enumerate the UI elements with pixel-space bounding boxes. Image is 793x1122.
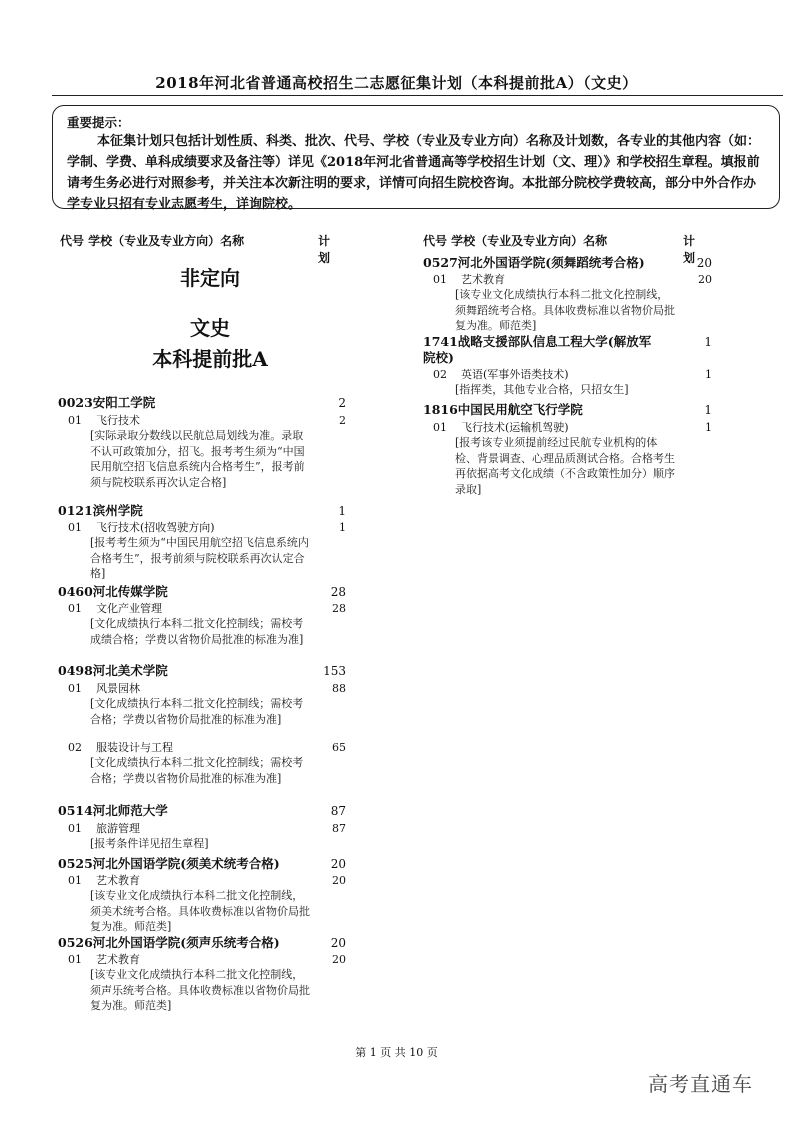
school-plan-count: 2 [338,396,346,410]
watermark: 高考直通车 [648,1072,753,1096]
major-code: 01 [68,414,82,427]
page-title: 2018年河北省普通高校招生二志愿征集计划（本科提前批A）（文史） [155,74,638,92]
major-plan-count: 1 [705,421,712,434]
school-plan-count: 20 [696,256,712,270]
school-plan-count: 87 [330,804,346,818]
major-plan-count: 2 [339,414,346,427]
school-name: 安阳工学院 [92,395,156,410]
column-header-plan: 计划 [683,234,696,265]
school-plan-count: 1 [704,403,712,417]
major-plan-count: 88 [332,682,346,695]
school-plan-count: 153 [323,664,346,678]
major-code: 02 [68,741,82,754]
major-name: 文化产业管理 [96,602,162,615]
school-code: 0525 [58,856,93,871]
title-rule [52,95,783,96]
major-plan-count: 1 [705,368,712,381]
major-plan-count: 65 [332,741,346,754]
section-subject: 文史 [190,316,230,340]
school-name: 河北外国语学院(须舞蹈统考合格) [457,255,645,270]
major-name: 飞行技术 [96,414,140,427]
notice-body: 本征集计划只包括计划性质、科类、批次、代号、学校（专业及专业方向）名称及计划数，各专业的其他内容（如：学制、学费、单科成绩要求及备注等）详见《2018年河北省普通高等学校招生计划（文、理）》和学校招生章程。填报前请考生务必进行对照参考，并关注本次新注明的要求，详情可向招生院校咨询。本批部分院校学费较高，部分中外合作办学专业只招有专业志愿考生，详询院校。 [67,134,761,212]
major-note: [报考该专业须提前经过民航专业机构的体检、背景调查、心理品质测试合格。合格考生再依据高考文化成绩（不含政策性加分）顺序录取] [455,436,675,496]
major-name: 英语(军事外语类技术) [461,368,569,381]
school-plan-count: 1 [338,504,346,518]
column-header-plan: 计划 [318,234,331,265]
school-code: 0460 [58,584,93,599]
major-plan-count: 20 [332,953,346,966]
major-code: 01 [433,421,447,434]
major-plan-count: 28 [332,602,346,615]
major-code: 01 [68,602,82,615]
school-plan-count: 20 [330,857,346,871]
section-nature: 非定向 [180,266,240,290]
major-code: 01 [68,682,82,695]
school-entry [423,334,658,366]
major-name: 飞行技术(运输机驾驶) [461,421,569,434]
major-name: 服装设计与工程 [96,741,173,754]
major-note: [报考条件详见招生章程] [90,837,209,850]
school-code: 0498 [58,663,93,678]
column-header-name: 代号 学校（专业及专业方向）名称 [60,234,245,248]
school-code: 0526 [58,935,93,950]
school-plan-count: 1 [704,335,712,349]
school-name: 河北外国语学院(须美术统考合格) [92,856,280,871]
page-footer: 第 1 页 共 10 页 [355,1046,438,1059]
school-entry [58,935,280,951]
school-code: 1816 [423,402,458,417]
major-line [68,740,173,755]
major-code: 01 [68,521,82,534]
school-code: 1741 [423,334,458,349]
major-name: 艺术教育 [96,874,140,887]
school-code: 0527 [423,255,458,270]
major-line [433,367,569,382]
school-name: 河北外国语学院(须声乐统考合格) [92,935,280,950]
major-code: 01 [68,822,82,835]
school-entry [58,856,280,872]
major-line [433,420,569,435]
major-code: 01 [433,273,447,286]
major-note: [文化成绩执行本科二批文化控制线；需校考成绩合格；学费以省物价局批准的标准为准] [90,617,304,646]
school-code: 0121 [58,503,93,518]
column-header-left [60,232,331,265]
school-entry [423,402,583,418]
major-line [68,520,215,535]
school-code: 0023 [58,395,93,410]
notice-heading: 重要提示： [67,115,130,130]
major-note: [该专业文化成绩执行本科二批文化控制线，须舞蹈统考合格。具体收费标准以省物价局批复为准。师范类] [455,288,675,332]
school-name: 河北传媒学院 [92,584,168,599]
school-plan-count: 28 [330,585,346,599]
major-code: 01 [68,953,82,966]
important-notice [52,105,780,212]
major-note: [该专业文化成绩执行本科二批文化控制线，须美术统考合格。具体收费标准以省物价局批复为准。师范类] [90,889,310,933]
major-code: 02 [433,368,447,381]
major-line [68,952,140,967]
major-note: [文化成绩执行本科二批文化控制线；需校考合格；学费以省物价局批准的标准为准] [90,697,304,726]
major-note: [文化成绩执行本科二批文化控制线；需校考合格；学费以省物价局批准的标准为准] [90,756,304,785]
school-entry [58,663,168,679]
major-code: 01 [68,874,82,887]
major-line [433,272,505,287]
major-name: 飞行技术(招收驾驶方向) [96,521,215,534]
major-plan-count: 20 [698,273,712,286]
school-entry [58,503,143,519]
major-note: [报考考生须为“中国民用航空招飞信息系统内合格考生”，报考前须与院校联系再次认定合格] [90,536,309,580]
school-name: 河北师范大学 [92,803,168,818]
school-name: 河北美术学院 [92,663,168,678]
major-line [68,681,140,696]
major-name: 旅游管理 [96,822,140,835]
major-line [68,601,162,616]
major-note: [该专业文化成绩执行本科二批文化控制线，须声乐统考合格。具体收费标准以省物价局批复为准。师范类] [90,968,310,1012]
school-plan-count: 20 [330,936,346,950]
major-note: [实际录取分数线以民航总局划线为准。录取不认可政策加分，招飞。报考考生须为“中国民用航空招飞信息系统内合格考生”，报考前须与院校联系再次认定合格] [90,429,305,489]
column-header-name: 代号 学校（专业及专业方向）名称 [423,234,608,248]
school-code: 0514 [58,803,93,818]
school-name: 战略支援部队信息工程大学(解放军院校) [423,334,652,365]
major-line [68,873,140,888]
major-plan-count: 1 [339,521,346,534]
school-entry [58,803,168,819]
school-name: 滨州学院 [92,503,143,518]
major-name: 艺术教育 [96,953,140,966]
major-plan-count: 87 [332,822,346,835]
major-name: 风景园林 [96,682,140,695]
school-entry [58,584,168,600]
school-entry [58,395,155,411]
major-note: [指挥类，其他专业合格，只招女生] [455,383,629,396]
major-line [68,413,140,428]
school-name: 中国民用航空飞行学院 [457,402,583,417]
major-name: 艺术教育 [461,273,505,286]
section-batch: 本科提前批A [152,347,268,371]
major-line [68,821,140,836]
major-plan-count: 20 [332,874,346,887]
school-entry [423,255,645,271]
